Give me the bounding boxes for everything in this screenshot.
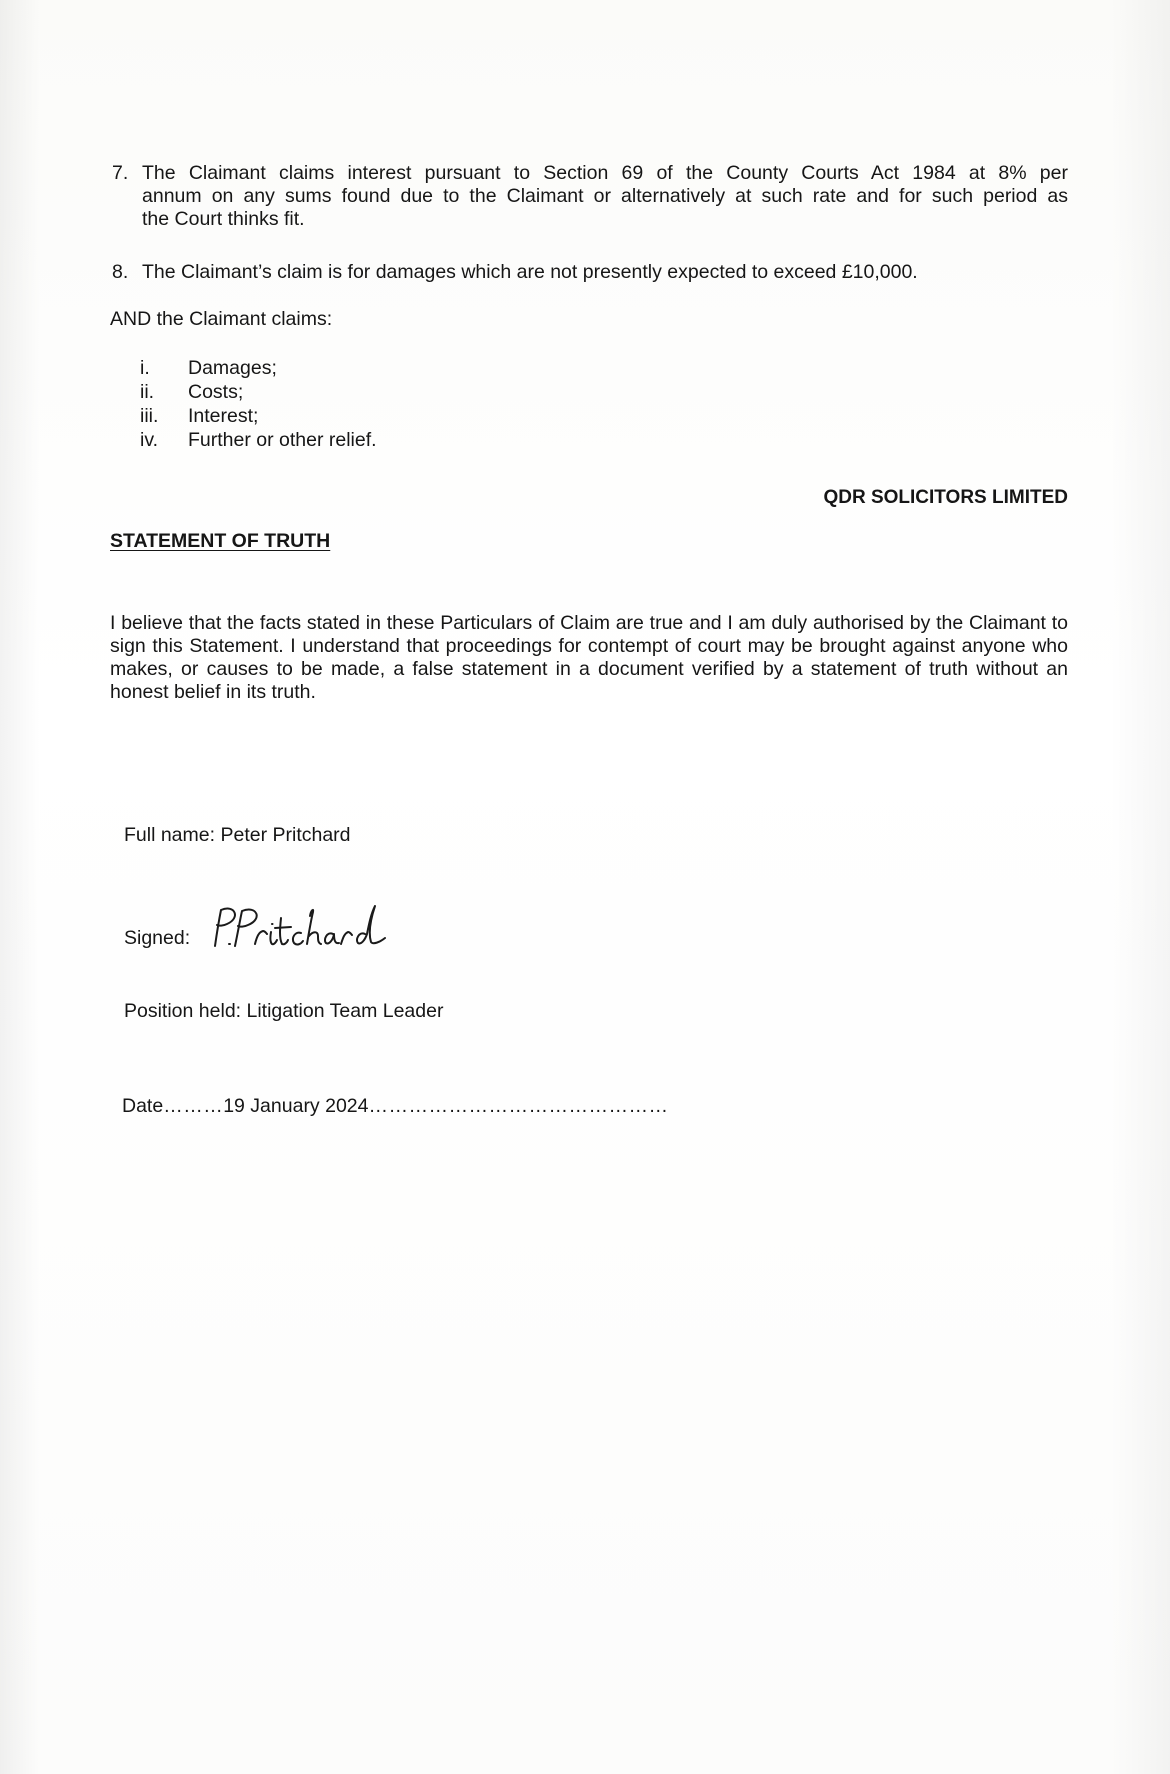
full-name-line bbox=[124, 824, 351, 847]
position-value: Litigation Team Leader bbox=[246, 1000, 444, 1022]
claim-item bbox=[140, 405, 258, 428]
position-label: Position held: bbox=[124, 1000, 242, 1022]
date-line bbox=[122, 1095, 668, 1118]
claim-numeral: iv. bbox=[140, 429, 159, 451]
paragraph-8-number: 8. bbox=[112, 261, 129, 283]
statement-heading: STATEMENT OF TRUTH bbox=[110, 530, 331, 552]
full-name-value: Peter Pritchard bbox=[220, 824, 351, 846]
claim-text: Further or other relief. bbox=[188, 429, 377, 451]
claims-intro: AND the Claimant claims: bbox=[110, 308, 333, 330]
claim-text: Damages; bbox=[188, 357, 277, 379]
date-trailer-dots: ……………………………………… bbox=[368, 1095, 669, 1117]
paragraph-7-line-3: the Court thinks fit. bbox=[142, 208, 305, 230]
signed-label: Signed: bbox=[124, 927, 191, 949]
claim-numeral: i. bbox=[140, 357, 150, 379]
claim-item bbox=[140, 357, 277, 380]
date-leader-dots: ……… bbox=[163, 1095, 224, 1117]
claim-item bbox=[140, 429, 377, 452]
paragraph-8-line-1: The Claimant’s claim is for damages which are not presently expected to exceed £10,000. bbox=[142, 261, 918, 283]
date-value: 19 January 2024 bbox=[223, 1095, 369, 1117]
position-line bbox=[124, 1000, 443, 1023]
paragraph-7-line-1: The Claimant claims interest pursuant to Section 69 of the County Courts Act 1984 at 8% per bbox=[142, 162, 1068, 184]
claim-text: Costs; bbox=[188, 381, 244, 403]
firm-name: QDR SOLICITORS LIMITED bbox=[823, 487, 1068, 508]
statement-text: I believe that the facts stated in these Particulars of Claim are true and I am duly authorised by the Claimant to sign this Statement. I understand that proceedings for contempt of court may be brought against anyone who makes, or causes to be made, a false statement in a document verified by a statement of truth without an honest belief in its truth. bbox=[110, 612, 1068, 703]
claim-item bbox=[140, 381, 243, 404]
claim-text: Interest; bbox=[188, 405, 259, 427]
claim-numeral: iii. bbox=[140, 405, 159, 427]
handwritten-signature bbox=[205, 898, 415, 958]
paragraph-7-line-2: annum on any sums found due to the Claimant or alternatively at such rate and for such period as bbox=[142, 185, 1068, 207]
paragraph-7-number: 7. bbox=[112, 162, 129, 184]
full-name-label: Full name: bbox=[124, 824, 216, 846]
date-label: Date bbox=[122, 1095, 164, 1117]
claim-numeral: ii. bbox=[140, 381, 155, 403]
